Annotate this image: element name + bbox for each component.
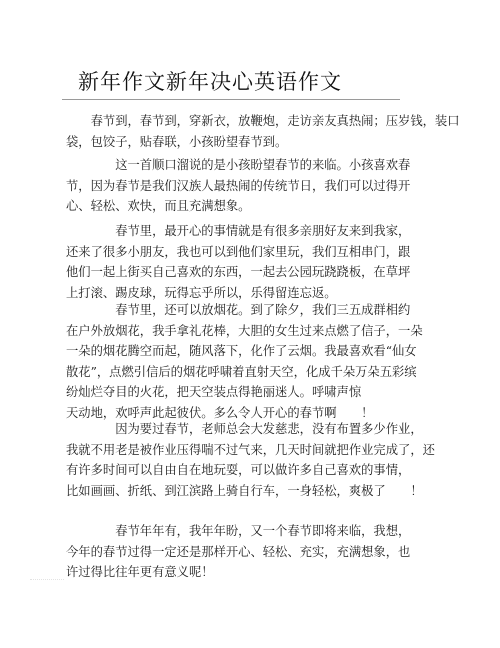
- paragraph-line: 比如画画、折纸、到江滨路上骑自行车，一身轻松，爽极了 ！: [66, 483, 423, 498]
- paragraph-6: [66, 521, 410, 583]
- page-footer-mark: [30, 579, 64, 580]
- paragraph-line: 他们一起上街买自己喜欢的东西，一起去公园玩跷跷板，在草坪: [66, 265, 411, 279]
- paragraph-line: 天动地，欢呼声此起彼伏。多么令人开心的春节啊 ！: [66, 405, 374, 420]
- paragraph-line: 有许多时间可以自由自在地玩耍，可以做许多自己喜欢的事情，: [66, 463, 411, 477]
- paragraph-line: 还来了很多小朋友，我也可以到他们家里玩，我们互相串门，跟: [66, 244, 411, 259]
- paragraph-line: 春节年年有，我年年盼，又一个春节即将来临，我想，: [66, 524, 411, 538]
- paragraph-line: 春节里，最开心的事情就是有很多亲朋好友来到我家，: [66, 224, 411, 238]
- paragraph-line: 散花”，点燃引信后的烟花呼啸着直射天空，化成千朵万朵五彩缤: [66, 364, 417, 379]
- paragraph-line: 因为要过春节，老师总会大发慈悲，没有布置多少作业，: [66, 422, 423, 436]
- paragraph-1: [66, 111, 460, 152]
- paragraph-line: 春节里，还可以放烟花。到了除夕，我们三五成群相约: [66, 303, 411, 317]
- paragraph-line: 许过得比往年更有意义呢！: [66, 565, 214, 579]
- paragraph-line: 这一首顺口溜说的是小孩盼望春节的来临。小孩喜欢春: [66, 158, 411, 172]
- paragraph-line: 节，因为春节是我们汉族人最热闹的传统节日，我们可以过得开: [66, 178, 411, 193]
- paragraph-line: 春节到，春节到，穿新衣，放鞭炮，走访亲友真热闹；压岁钱，装口: [66, 114, 460, 128]
- paragraph-line: 上打滚、踢皮球，玩得忘乎所以，乐得留连忘返。: [66, 285, 337, 300]
- paragraph-line: 我就不用老是被作业压得喘不过气来，几天时间就把作业完成了，还: [66, 442, 435, 457]
- paragraph-line: 袋，包饺子，贴春联，小孩盼望春节到。: [66, 134, 288, 149]
- paragraph-4: [66, 300, 423, 423]
- paragraph-line: 今年的春节过得一定还是那样开心、轻松、充实，充满想象，也: [66, 544, 411, 559]
- paragraph-5: [66, 419, 435, 501]
- title-divider: [62, 99, 400, 100]
- paragraph-line: 在户外放烟花，我手拿礼花棒，大胆的女生过来点燃了信子，一朵: [66, 323, 423, 338]
- document-title: 新年作文新年决心英语作文: [78, 70, 342, 94]
- paragraph-line: 心、轻松、欢快，而且充满想象。: [66, 199, 251, 213]
- paragraph-2: [66, 155, 410, 217]
- paragraph-line: 一朵的烟花腾空而起，随风落下，化作了云烟。我最喜欢看“仙女: [66, 344, 417, 358]
- paragraph-line: 纷灿烂夺目的火花，把天空装点得艳丽迷人。呼啸声惊: [66, 385, 362, 399]
- paragraph-3: [66, 221, 410, 303]
